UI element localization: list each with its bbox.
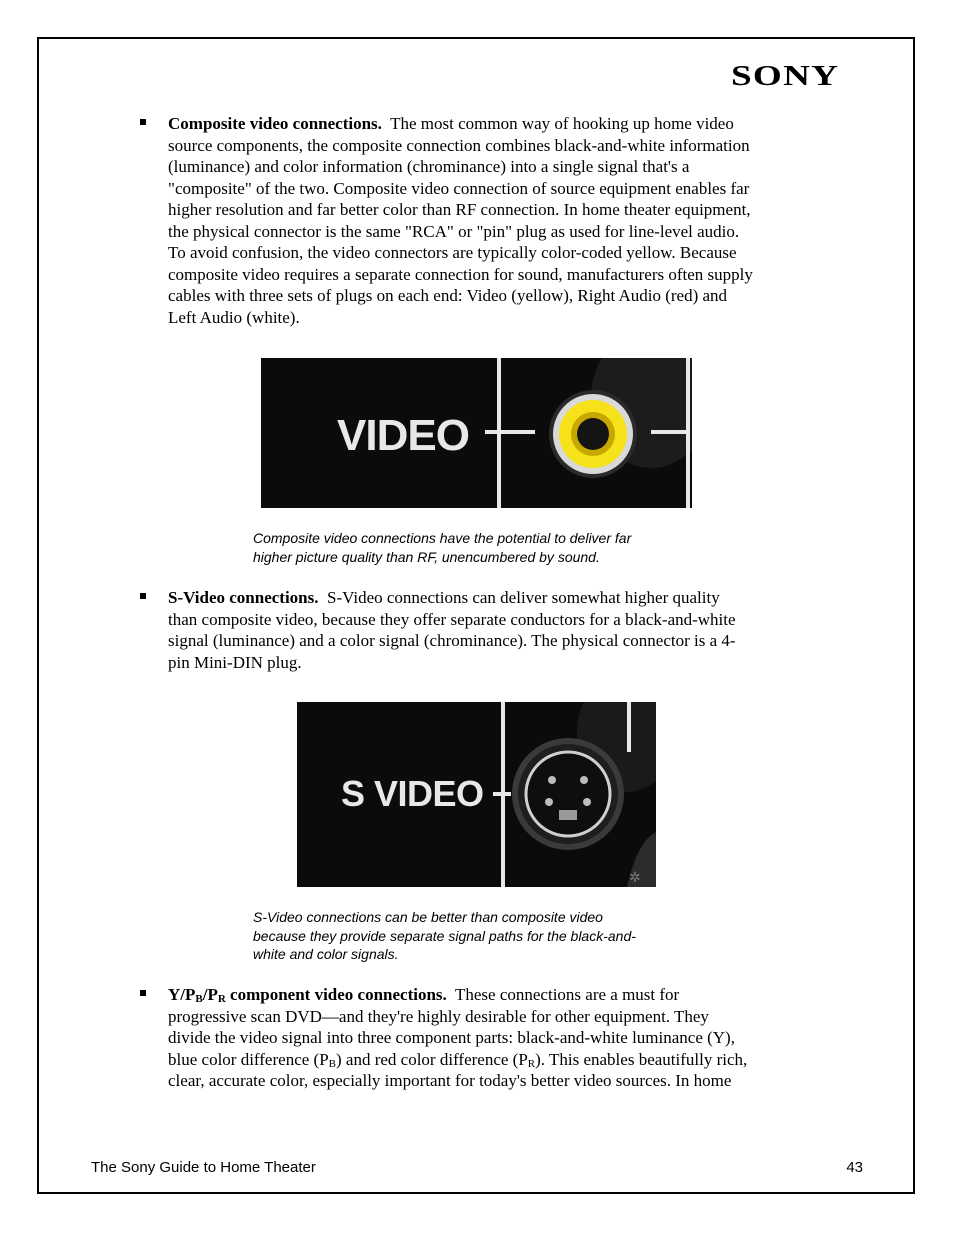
composite-video-photo [261,358,692,508]
s-video-photo [297,702,656,887]
s-video-illustration [297,702,656,887]
composite-paragraph [168,113,828,328]
s-video-caption [253,908,636,964]
text-line: These connections are a must for [455,985,680,1004]
text-line: (luminance) and color information (chrominance) into a single signal that's a [168,157,690,176]
component-paragraph [168,984,828,1092]
bullet-marker [140,119,146,125]
text-line: signal (luminance) and a color signal (chrominance). The physical connector is a 4- [168,631,736,650]
text-line: the physical connector is the same "RCA" or "pin" plug as used for line-level audio. [168,221,740,241]
text-line: To avoid confusion, the video connectors are typically color-coded yellow. Because [168,243,737,262]
svg-text:✲: ✲ [629,870,641,886]
text-line: than composite video, because they offer separate conductors for a black-and-white [168,609,736,629]
text-line: composite video requires a separate connection for sound, manufacturers often supply [168,264,753,284]
s-video-heading: S-Video connections. [168,588,319,607]
composite-heading: Composite video connections. [168,114,382,133]
composite-caption [253,529,631,566]
text-line: S-Video connections can deliver somewhat higher quality [327,588,720,607]
s-video-paragraph [168,587,828,673]
text-line: Left Audio (white). [168,307,300,327]
caption-line: S-Video connections can be better than composite video [253,909,603,925]
text-line: source components, the composite connection combines black-and-white information [168,135,750,155]
text-line: cables with three sets of plugs on each end: Video (yellow), Right Audio (red) and [168,286,728,305]
text-line: blue color difference $(P_B)$ and red color difference $(P_R)$. This enables beautifully rich, [168,1049,748,1070]
caption-line: because they provide separate signal paths for the black-and- [253,927,636,944]
page-number: 43 [846,1159,863,1176]
caption-line: white and color signals. [253,946,399,962]
sony-logo: SONY [731,60,840,92]
caption-line: higher picture quality than RF, unencumbered by sound. [253,548,600,565]
text-line: clear, accurate color, especially important for today's better video sources. In home [168,1071,732,1090]
caption-line: Composite video connections have the potential to deliver far [253,530,632,546]
text-line: pin Mini-DIN plug. [168,652,302,672]
s-video-label: S VIDEO [341,773,484,814]
footer-title: The Sony Guide to Home Theater [91,1159,316,1176]
component-heading: $Y/P_B/P_R$ component video connections. [168,985,447,1005]
text-line: "composite" of the two. Composite video connection of source equipment enables far [168,178,750,198]
text-line: progressive scan DVD—and they're highly desirable for other equipment. They [168,1006,709,1026]
text-line: The most common way of hooking up home video [390,114,734,133]
bullet-marker [140,593,146,599]
composite-video-illustration [261,358,692,508]
text-line: higher resolution and far better color than RF connection. In home theater equipment, [168,200,751,219]
bullet-marker [140,990,146,996]
text-line: divide the video signal into three component parts: black-and-white luminance (Y), [168,1028,735,1047]
video-label: VIDEO [337,411,469,460]
